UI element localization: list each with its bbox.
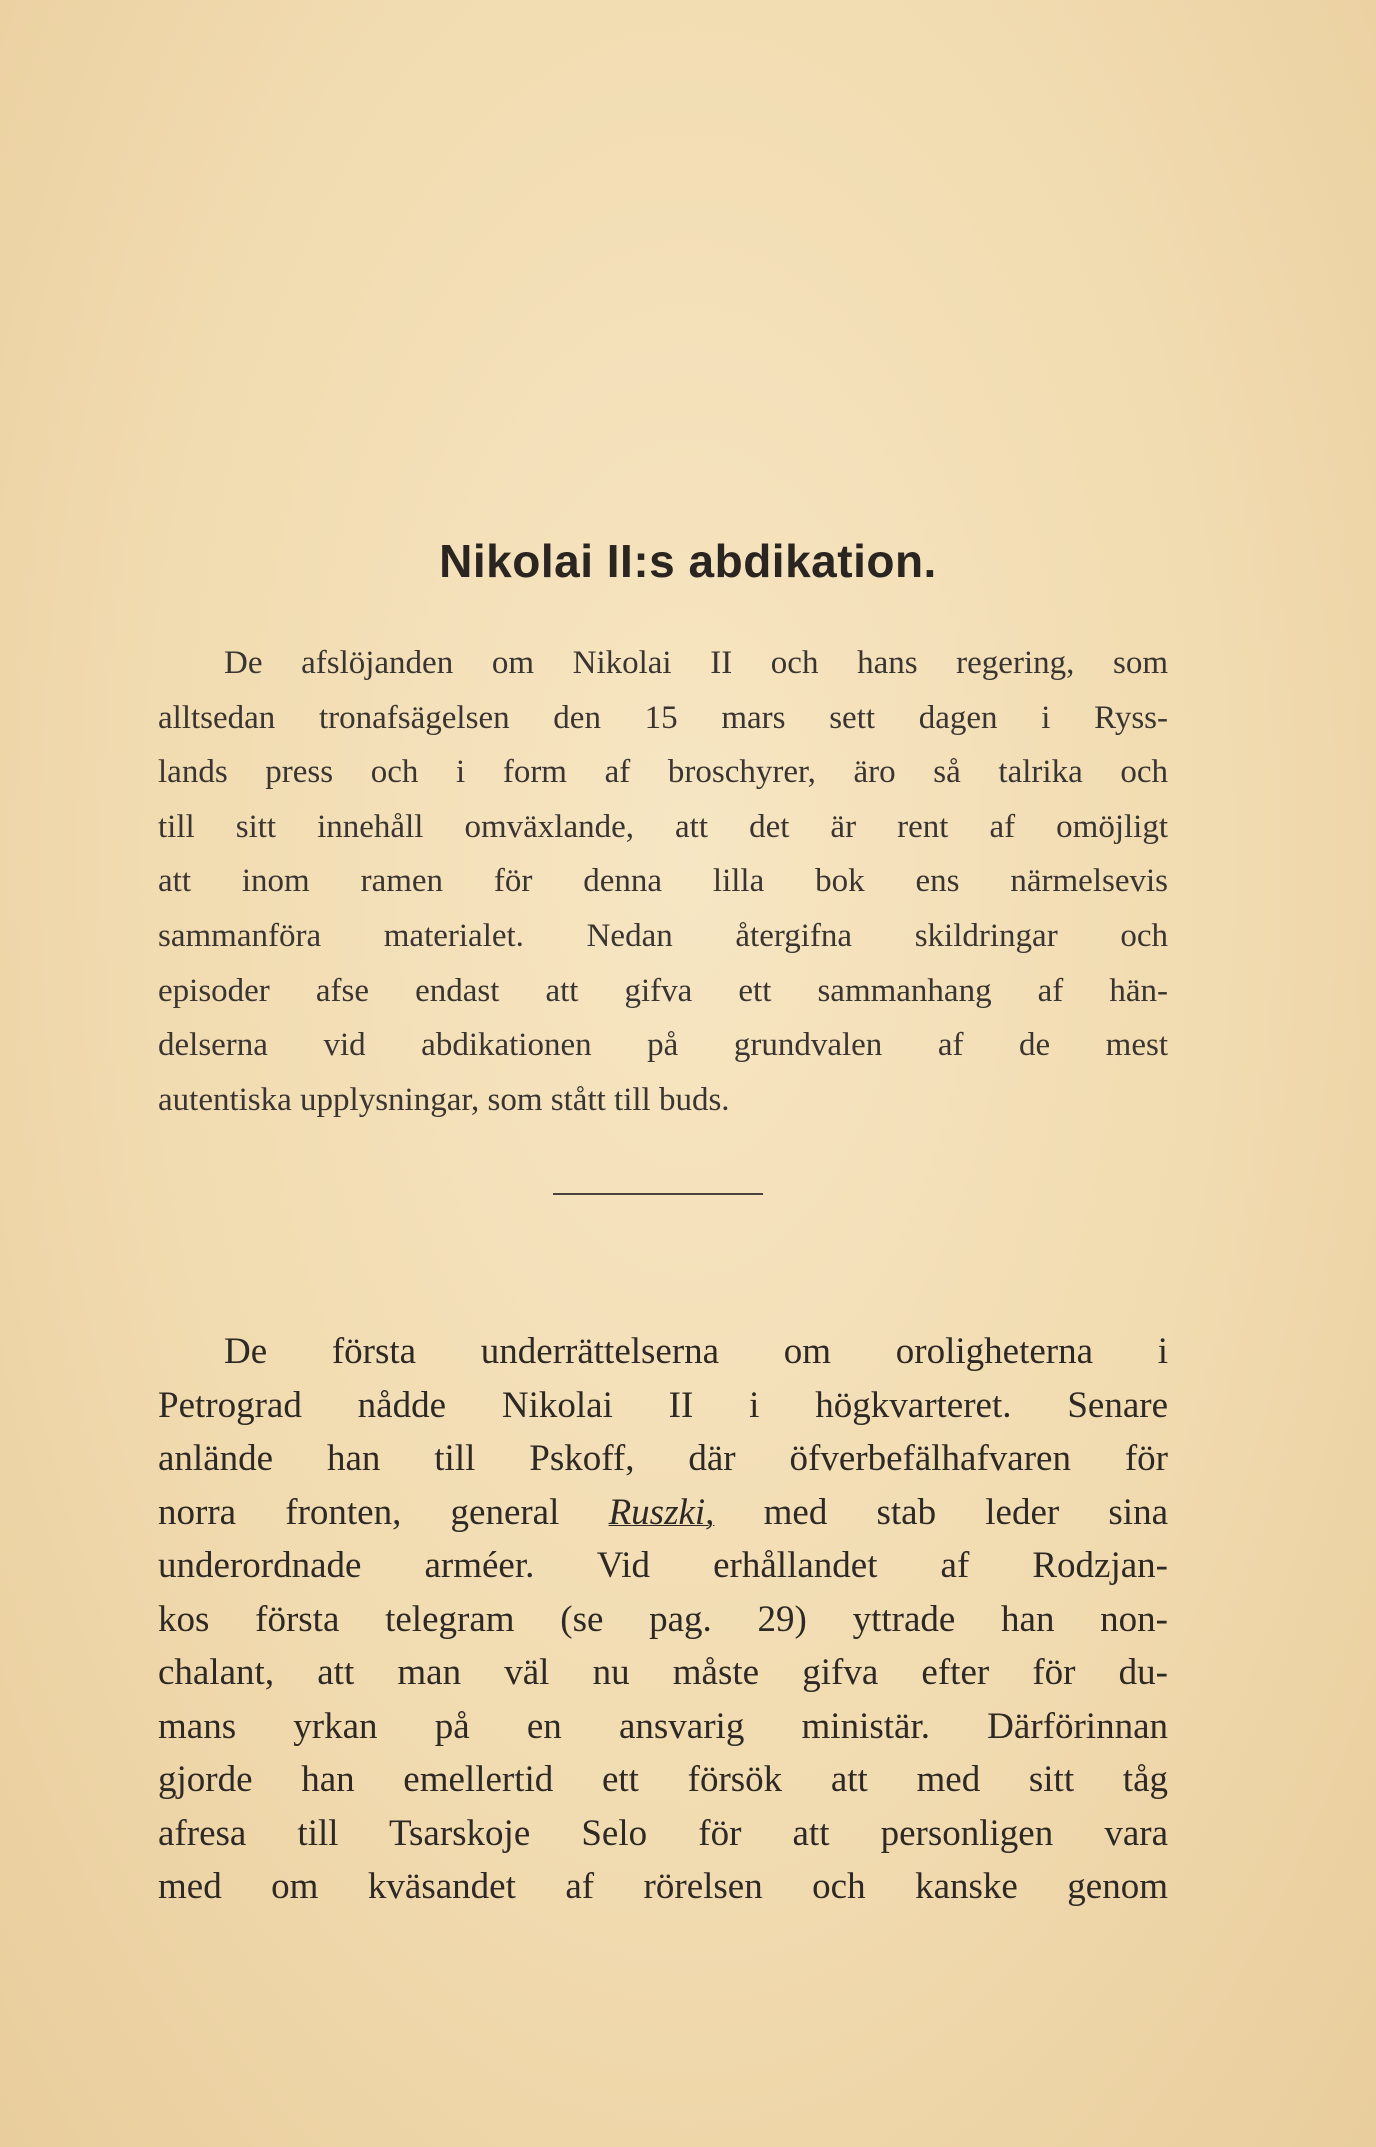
intro-line: att inom ramen för denna lilla bok ens närmelsevis xyxy=(158,863,1168,900)
body-line: Petrograd nådde Nikolai II i högkvarteret. Senare xyxy=(158,1384,1168,1426)
intro-line: sammanföra materialet. Nedan återgifna skildringar och xyxy=(158,917,1168,954)
body-text-segment: norra fronten, general xyxy=(158,1491,609,1533)
general-name-italic: Ruszki, xyxy=(608,1491,715,1533)
intro-line: till sitt innehåll omväxlande, att det är rent af omöjligt xyxy=(158,808,1168,845)
section-divider xyxy=(553,1193,763,1195)
body-line: chalant, att man väl nu måste gifva efter för du- xyxy=(158,1652,1168,1693)
intro-line: lands press och i form af broschyrer, äro så talrika och xyxy=(158,754,1168,791)
body-paragraph xyxy=(158,1325,1168,1914)
body-line: gjorde han emellertid ett försök att med sitt tåg xyxy=(158,1759,1168,1800)
body-line: De första underrättelserna om oroligheterna i xyxy=(224,1331,1168,1372)
body-line xyxy=(158,1486,1168,1540)
body-line: underordnade arméer. Vid erhållandet af Rodzjan- xyxy=(158,1545,1168,1586)
intro-line: autentiska upplysningar, som stått till buds. xyxy=(158,1081,730,1118)
intro-line: delserna vid abdikationen på grundvalen af de mest xyxy=(158,1027,1168,1064)
body-line: afresa till Tsarskoje Selo för att personligen vara xyxy=(158,1812,1168,1854)
body-line: med om kväsandet af rörelsen och kanske genom xyxy=(158,1866,1168,1907)
intro-line: episoder afse endast att gifva ett sammanhang af hän- xyxy=(158,972,1168,1009)
intro-paragraph xyxy=(158,636,1168,1127)
body-line: kos första telegram (se pag. 29) yttrade han non- xyxy=(158,1598,1168,1640)
page-title: Nikolai II:s abdikation. xyxy=(439,535,937,587)
intro-line: De afslöjanden om Nikolai II och hans regering, som xyxy=(224,645,1168,681)
body-text-segment: med stab leder sina xyxy=(714,1491,1169,1533)
intro-line: alltsedan tronafsägelsen den 15 mars sett dagen i Ryss- xyxy=(158,699,1168,736)
body-line: mans yrkan på en ansvarig ministär. Därförinnan xyxy=(158,1705,1168,1747)
body-line: anlände han till Pskoff, där öfverbefälhafvaren för xyxy=(158,1438,1168,1479)
